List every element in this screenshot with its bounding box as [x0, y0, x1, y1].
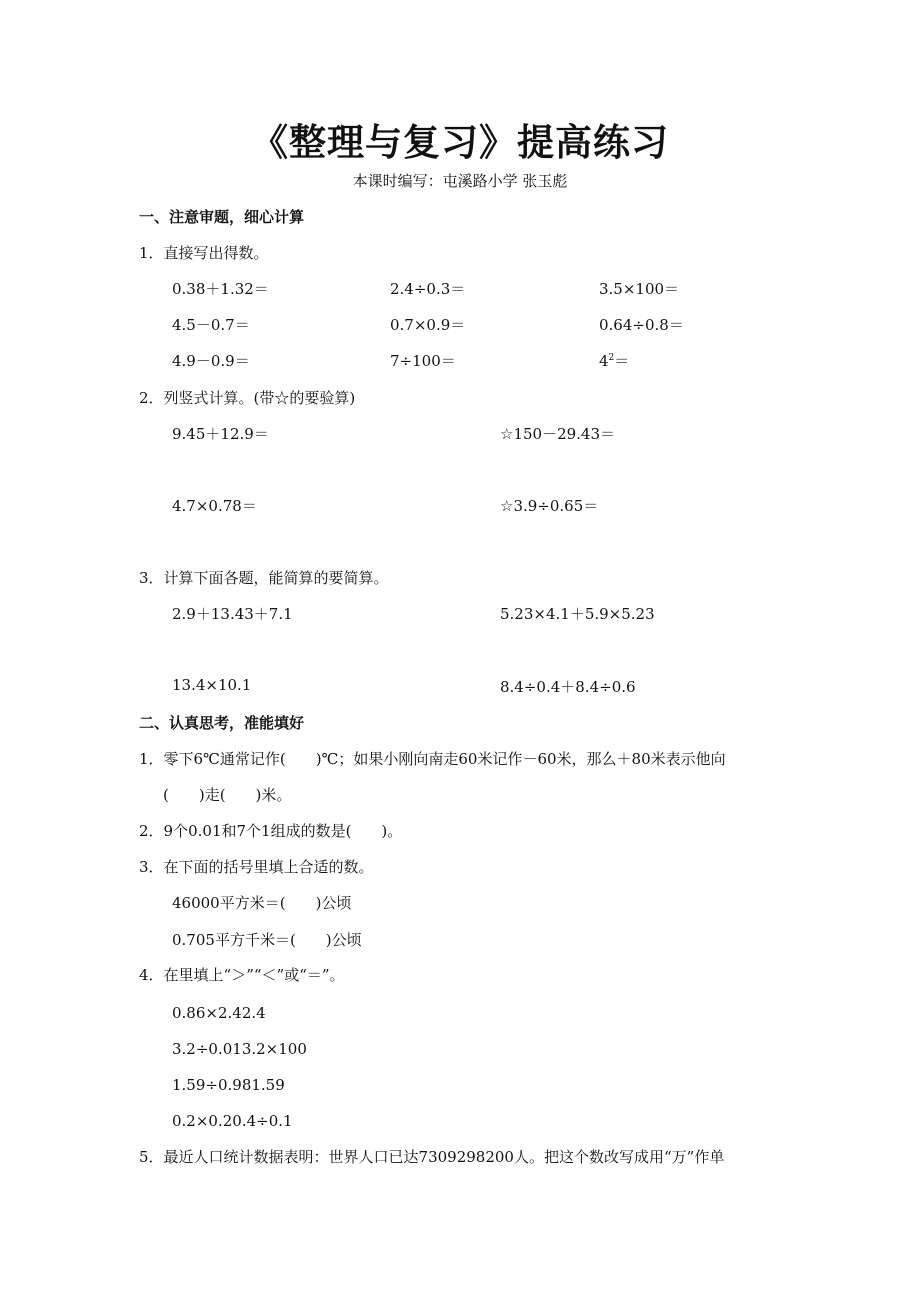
- question-1-2-label: 2．列竖式计算。(带☆的要验算): [139, 389, 356, 407]
- calc-item: 2.4÷0.3＝: [390, 280, 466, 298]
- vertical-calc-item: 9.45＋12.9＝: [172, 425, 269, 443]
- simplify-item: 13.4×10.1: [172, 676, 252, 694]
- compare-item: 0.86×2.42.4: [172, 1004, 266, 1022]
- calc-item: 4.9－0.9＝: [172, 352, 250, 370]
- fill-item: 0.705平方千米＝( )公顷: [172, 931, 362, 949]
- calc-item: 7÷100＝: [390, 352, 456, 370]
- simplify-item: 5.23×4.1＋5.9×5.23: [500, 605, 655, 623]
- calc-item: 0.7×0.9＝: [390, 316, 466, 334]
- question-1-3-label: 3．计算下面各题，能简算的要简算。: [139, 569, 389, 587]
- compare-item: 3.2÷0.013.2×100: [172, 1040, 307, 1058]
- vertical-calc-item: ☆150－29.43＝: [500, 425, 616, 443]
- vertical-calc-item: 4.7×0.78＝: [172, 497, 257, 515]
- question-2-1-line2: ( )走( )米。: [163, 786, 292, 804]
- calc-item: 0.38＋1.32＝: [172, 280, 269, 298]
- question-2-3-label: 3．在下面的括号里填上合适的数。: [139, 858, 374, 876]
- question-1-1-label: 1．直接写出得数。: [139, 244, 269, 262]
- section-1-heading: 一、注意审题，细心计算: [139, 208, 305, 226]
- compare-item: 1.59÷0.981.59: [172, 1076, 285, 1094]
- vertical-calc-item: ☆3.9÷0.65＝: [500, 497, 599, 515]
- page-subtitle: 本课时编写：屯溪路小学 张玉彪: [352, 172, 568, 190]
- calc-item-power: [599, 350, 629, 371]
- page-title: 《整理与复习》提高练习: [251, 121, 669, 164]
- calc-item: 0.64÷0.8＝: [599, 316, 684, 334]
- section-2-heading: 二、认真思考，准能填好: [139, 714, 305, 732]
- simplify-item: 2.9＋13.43＋7.1: [172, 605, 293, 623]
- power-equals: ＝: [614, 352, 630, 370]
- simplify-item: 8.4÷0.4＋8.4÷0.6: [500, 678, 636, 696]
- power-base: 4: [599, 352, 609, 370]
- question-2-4-label: 4．在里填上“＞”“＜”或“＝”。: [139, 966, 345, 984]
- question-2-2: 2．9个0.01和7个1组成的数是( )。: [139, 822, 403, 840]
- question-2-1-line1: 1．零下6℃通常记作( )℃；如果小刚向南走60米记作－60米，那么＋80米表示他向: [139, 750, 726, 768]
- calc-item: 3.5×100＝: [599, 280, 680, 298]
- compare-item: 0.2×0.20.4÷0.1: [172, 1112, 293, 1130]
- question-2-5: 5．最近人口统计数据表明：世界人口已达7309298200人。把这个数改写成用“万”作单: [139, 1148, 725, 1166]
- calc-item: 4.5－0.7＝: [172, 316, 250, 334]
- power-exponent: 2: [608, 353, 615, 363]
- fill-item: 46000平方米＝( )公顷: [172, 894, 352, 912]
